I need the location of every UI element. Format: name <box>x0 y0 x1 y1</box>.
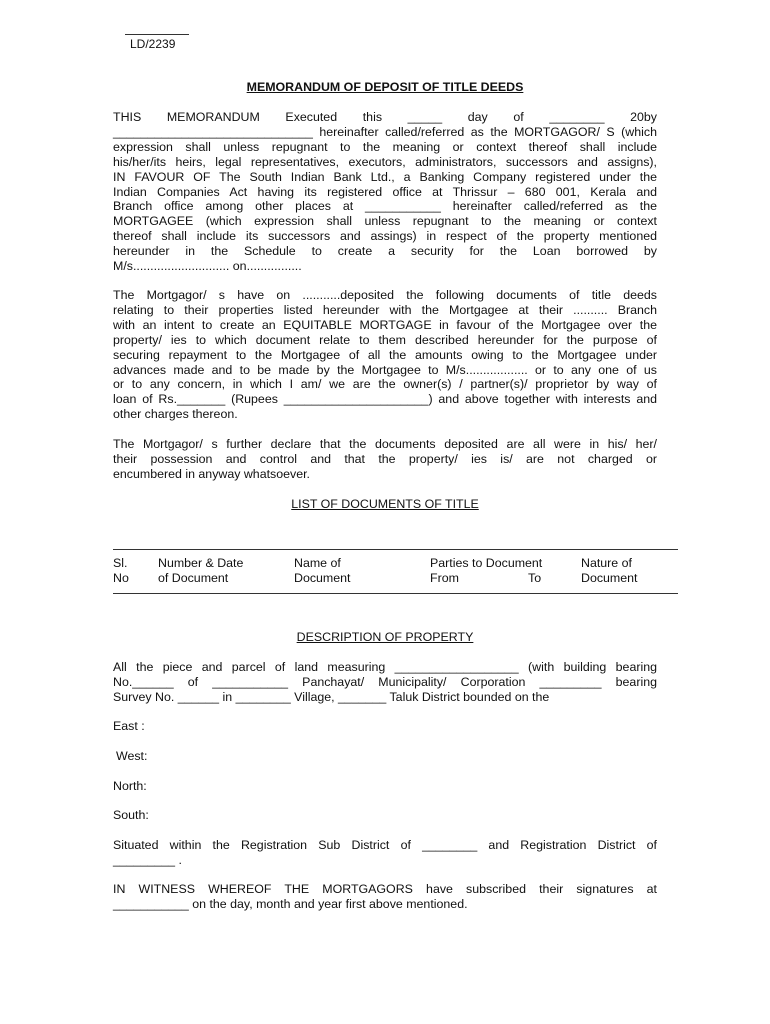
para-line: expression shall unless repugnant to the meaning or context thereof shall include <box>113 139 657 154</box>
para-line: The Mortgagor/ s further declare that the documents deposited are all were in his/ her/ <box>113 437 657 451</box>
col-nature <box>581 556 637 586</box>
witness-paragraph <box>113 882 657 912</box>
para-line: Indian Companies Act having its registered office at Thrissur – 680 001, Kerala and <box>113 184 657 199</box>
table-bottom-rule <box>113 593 678 594</box>
para-line: _____________________________ hereinafter called/referred as the MORTGAGOR/ S (which <box>113 124 657 139</box>
para-line: Survey No. ______ in ________ Village, _______ Taluk District bounded on the <box>113 689 550 704</box>
list-heading: LIST OF DOCUMENTS OF TITLE <box>291 497 479 511</box>
para-line: ___________ on the day, month and year first above mentioned. <box>113 896 468 911</box>
col-header-text: No <box>113 571 129 585</box>
para-line: or to any concern, in which I am/ we are the owner(s) / partner(s)/ proprietor by way of <box>113 377 657 392</box>
col-header-text: of Document <box>158 571 229 585</box>
col-header-text: Document <box>294 571 351 585</box>
col-number-date <box>158 556 243 586</box>
declaration-paragraph <box>113 437 657 482</box>
para-line: hereunder in the Schedule to create a security for the Loan borrowed by <box>113 244 657 259</box>
col-document-name <box>294 556 350 586</box>
boundary-west: West: <box>116 749 148 763</box>
col-header-text: Sl. <box>113 556 128 570</box>
para-line: property/ ies to which document relate to them described hereunder for the purpose of <box>113 332 657 347</box>
para-line: IN FAVOUR OF The South Indian Bank Ltd., a Banking Company registered under the <box>113 169 657 184</box>
para-line: IN WITNESS WHEREOF THE MORTGAGORS have subscribed their signatures at <box>113 882 657 896</box>
deposit-paragraph <box>113 288 657 422</box>
col-header-text: Name of <box>294 556 341 570</box>
col-parties <box>430 556 560 586</box>
para-line: advances made and to be made by the Mortgagee to M/s.................. or to any one of us <box>113 362 657 377</box>
para-line: THIS MEMORANDUM Executed this _____ day of ________ 20by <box>113 110 657 124</box>
col-sl-no <box>113 556 129 586</box>
boundary-east: East : <box>113 719 145 733</box>
ref-underline <box>125 34 189 35</box>
col-header-text: Document <box>581 571 638 585</box>
para-line: M/s............................ on................ <box>113 259 302 274</box>
para-line: No.______ of ___________ Panchayat/ Municipality/ Corporation _________ bearing <box>113 674 657 689</box>
para-line: All the piece and parcel of land measuring __________________ (with building bearing <box>113 660 657 674</box>
property-paragraph <box>113 660 657 705</box>
memorandum-paragraph <box>113 110 657 274</box>
para-line: Branch office among other places at ___________ hereinafter called/referred as the <box>113 199 657 214</box>
col-header-text: Number & Date <box>158 556 244 570</box>
para-line: The Mortgagor/ s have on ...........deposited the following documents of title deeds <box>113 288 657 302</box>
para-line: with an intent to create an EQUITABLE MORTGAGE in favour of the Mortgagee over the <box>113 317 657 332</box>
document-title: MEMORANDUM OF DEPOSIT OF TITLE DEEDS <box>246 80 524 94</box>
col-header-text: Parties to Document <box>430 556 543 570</box>
para-line: his/her/its heirs, legal representatives, executors, administrators, successors and assigns), <box>113 154 657 169</box>
para-line: Situated within the Registration Sub District of ________ and Registration District of <box>113 838 657 852</box>
para-line: _________ . <box>113 852 182 867</box>
boundary-south: South: <box>113 808 149 822</box>
para-line: their possession and control and that the property/ ies is/ are not charged or <box>113 451 657 466</box>
col-header-to: To <box>528 571 542 585</box>
para-line: securing repayment to the Mortgagee of all the amounts owing to the Mortgagee under <box>113 347 657 362</box>
col-header-from: From <box>430 571 459 585</box>
boundary-north: North: <box>113 779 147 793</box>
col-header-text: Nature of <box>581 556 632 570</box>
para-line: encumbered in anyway whatsoever. <box>113 466 310 481</box>
para-line: MORTGAGEE (which expression shall unless repugnant to the meaning or context <box>113 214 657 229</box>
para-line: loan of Rs._______ (Rupees _____________________) and above together with interests and <box>113 392 657 407</box>
reference-number: LD/2239 <box>130 37 176 51</box>
registration-paragraph <box>113 838 657 868</box>
para-line: other charges thereon. <box>113 407 238 422</box>
table-top-rule <box>113 549 678 550</box>
para-line: relating to their properties listed hereunder with the Mortgagee at their .......... Branch <box>113 302 657 317</box>
para-line: thereof shall include its successors and assings) in respect of the property mentioned <box>113 229 657 244</box>
description-heading: DESCRIPTION OF PROPERTY <box>296 630 474 644</box>
